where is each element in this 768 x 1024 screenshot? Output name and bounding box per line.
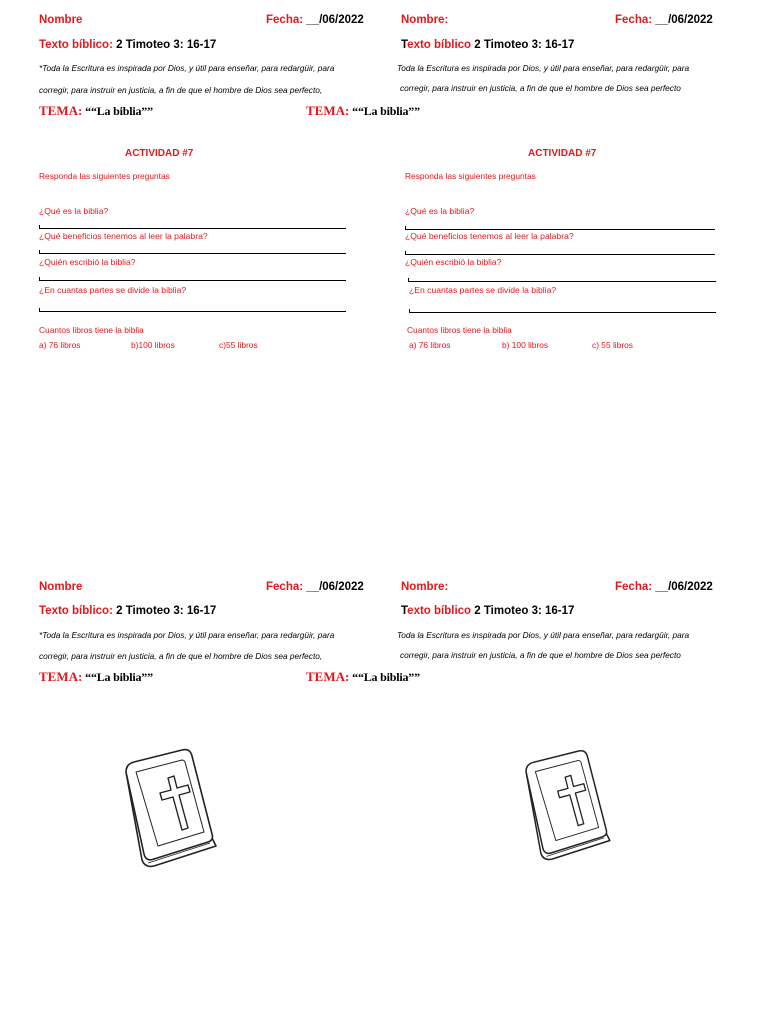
question-5: Cuantos libros tiene la biblia (39, 325, 144, 335)
option-b[interactable]: b) 100 libros (502, 340, 549, 350)
tema (39, 669, 153, 685)
question-3: ¿Quién escribió la biblia? (405, 257, 502, 267)
texto-biblico-value: 2 Timoteo 3: 16-17 (112, 605, 217, 617)
fecha-value: __/06/2022 (303, 581, 364, 593)
verse-line-1: Toda la Escritura es inspirada por Dios, y útil para enseñar, para redargüir, para (397, 63, 690, 73)
activity-instruction: Responda las siguientes preguntas (405, 171, 536, 181)
question-4: ¿En cuantas partes se divide la biblia? (39, 285, 187, 295)
texto-biblico-label-t: T (401, 605, 408, 617)
nombre-label: Nombre: (401, 581, 449, 593)
tema-value: ““La biblia”” (349, 104, 420, 118)
answer-line-2[interactable] (39, 253, 346, 254)
fecha-label: Fecha: (266, 581, 304, 593)
texto-biblico-label-t: T (401, 39, 408, 51)
nombre-label: Nombre (39, 14, 83, 26)
nombre-label: Nombre: (401, 14, 449, 26)
texto-biblico (401, 605, 574, 617)
option-c[interactable]: c) 55 libros (592, 340, 633, 350)
fecha-value: __/06/2022 (303, 14, 364, 26)
option-a[interactable]: a) 76 libros (39, 340, 81, 350)
answer-line-4[interactable] (409, 312, 716, 313)
verse-line-1: *Toda la Escritura es inspirada por Dios, y útil para enseñar, para redargüir, para (39, 63, 335, 73)
tema-value: ““La biblia”” (82, 670, 153, 684)
activity-instruction: Responda las siguientes preguntas (39, 171, 170, 181)
texto-biblico-label: exto bíblico (407, 605, 472, 617)
verse-line-1: Toda la Escritura es inspirada por Dios, y útil para enseñar, para redargüir, para (397, 630, 690, 640)
option-c[interactable]: c)55 libros (219, 340, 258, 350)
answer-line-3[interactable] (39, 280, 346, 281)
nombre-label: Nombre (39, 581, 83, 593)
tema-label: TEMA: (306, 103, 350, 118)
tema-label: TEMA: (39, 103, 83, 118)
verse-line-2: corregir, para instruir en justicia, a fin de que el hombre de Dios sea perfecto (400, 83, 681, 93)
fecha-label: Fecha: (615, 14, 653, 26)
texto-biblico-label: exto bíblico (407, 39, 472, 51)
answer-line-4[interactable] (39, 311, 346, 312)
question-1: ¿Qué es la biblia? (39, 206, 109, 216)
activity-title: ACTIVIDAD #7 (528, 148, 597, 159)
option-b[interactable]: b)100 libros (131, 340, 175, 350)
question-5: Cuantos libros tiene la biblia (407, 325, 512, 335)
tema-label: TEMA: (39, 669, 83, 684)
question-2: ¿Qué beneficios tenemos al leer la palabra? (405, 231, 574, 241)
tema (39, 103, 153, 119)
verse-line-1: *Toda la Escritura es inspirada por Dios, y útil para enseñar, para redargüir, para (39, 630, 335, 640)
texto-biblico-value: 2 Timoteo 3: 16-17 (112, 39, 217, 51)
fecha-field (615, 581, 713, 593)
fecha-field (615, 14, 713, 26)
tema (306, 103, 420, 119)
option-a[interactable]: a) 76 libros (409, 340, 451, 350)
question-2: ¿Qué beneficios tenemos al leer la palabra? (39, 231, 208, 241)
texto-biblico-value: 2 Timoteo 3: 16-17 (471, 605, 575, 617)
texto-biblico (39, 605, 216, 617)
fecha-label: Fecha: (615, 581, 653, 593)
activity-title: ACTIVIDAD #7 (125, 148, 194, 159)
tema-value: ““La biblia”” (349, 670, 420, 684)
texto-biblico (39, 39, 216, 51)
verse-line-2: corregir, para instruir en justicia, a fin de que el hombre de Dios sea perfecto, (39, 85, 323, 95)
fecha-value: __/06/2022 (652, 14, 713, 26)
tema-value: ““La biblia”” (82, 104, 153, 118)
answer-line-3[interactable] (408, 281, 716, 282)
verse-line-2: corregir, para instruir en justicia, a fin de que el hombre de Dios sea perfecto, (39, 651, 323, 661)
fecha-field (266, 14, 364, 26)
texto-biblico-value: 2 Timoteo 3: 16-17 (471, 39, 575, 51)
bible-with-cross-icon (513, 740, 621, 874)
question-1: ¿Qué es la biblia? (405, 206, 475, 216)
question-3: ¿Quién escribió la biblia? (39, 257, 136, 267)
fecha-value: __/06/2022 (652, 581, 713, 593)
fecha-label: Fecha: (266, 14, 304, 26)
texto-biblico (401, 39, 574, 51)
question-4: ¿En cuantas partes se divide la biblia? (409, 285, 557, 295)
verse-line-2: corregir, para instruir en justicia, a fin de que el hombre de Dios sea perfecto (400, 650, 681, 660)
bible-with-cross-icon (112, 742, 228, 878)
texto-biblico-label: Texto bíblico: (39, 39, 113, 51)
answer-line-2[interactable] (405, 254, 715, 255)
answer-line-1[interactable] (405, 229, 715, 230)
tema (306, 669, 420, 685)
answer-line-1[interactable] (39, 228, 346, 229)
texto-biblico-label: Texto bíblico: (39, 605, 113, 617)
tema-label: TEMA: (306, 669, 350, 684)
fecha-field (266, 581, 364, 593)
